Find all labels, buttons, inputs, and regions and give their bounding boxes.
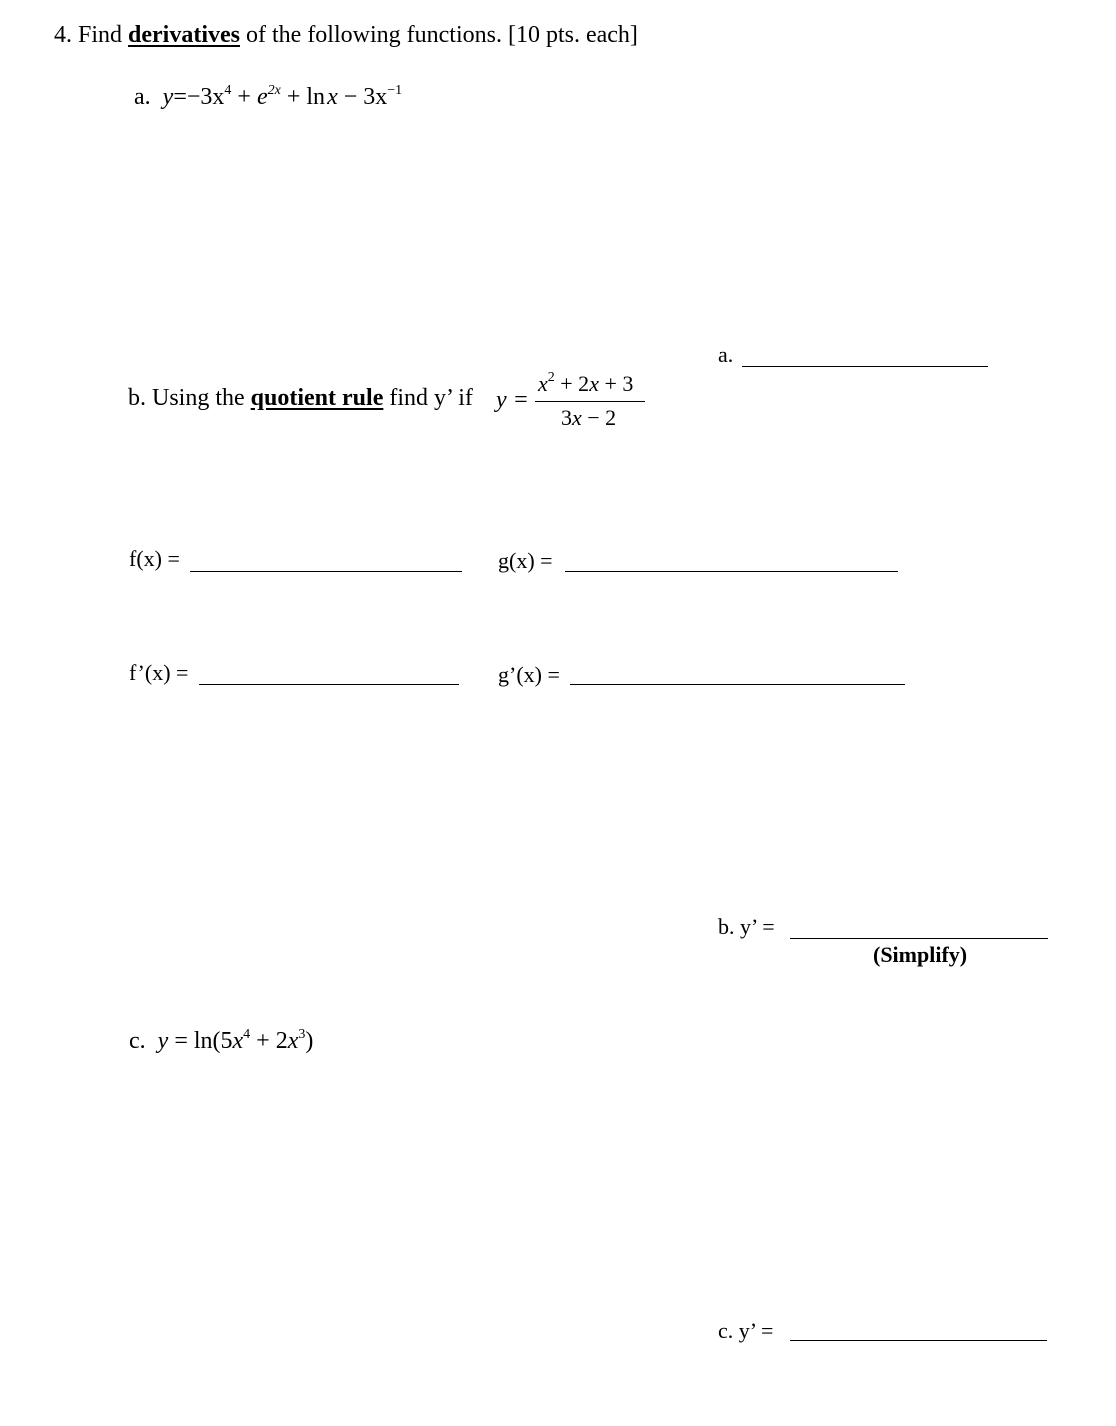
part-c-x1: x — [232, 1028, 244, 1054]
g-blank[interactable] — [565, 571, 898, 572]
part-c-y: y — [157, 1028, 169, 1054]
part-b-keyword: quotient rule — [250, 385, 384, 411]
question-keyword: derivatives — [128, 22, 240, 48]
part-c-exponent1: 4 — [243, 1027, 251, 1042]
f-prime-label: f’(x) = — [129, 660, 189, 685]
g-label: g(x) = — [498, 548, 553, 573]
part-a-minus: − — [337, 84, 364, 110]
part-c-exponent2: 3 — [298, 1027, 306, 1042]
question-heading — [54, 22, 638, 49]
answer-a-blank[interactable] — [742, 366, 988, 367]
part-a-eq: = — [173, 84, 187, 110]
part-b-den-x: x — [572, 405, 582, 430]
answer-b-label: b. y’ = — [718, 914, 775, 939]
part-b-den-a: 3 — [561, 405, 572, 430]
part-b-num-x: x — [538, 371, 548, 396]
part-b-den-b: − 2 — [581, 405, 617, 430]
part-a-y: y — [162, 84, 174, 110]
part-a-term2-exponent: 2x — [267, 83, 281, 98]
part-b-fraction-bar — [535, 401, 645, 402]
part-b-numerator — [538, 371, 633, 397]
part-a-term4: 3x — [363, 84, 388, 110]
part-a-term2: e — [256, 84, 268, 110]
question-prefix: Find — [78, 22, 123, 48]
part-c-eq: = ln(5 — [168, 1028, 233, 1054]
part-a-term4-exponent: −1 — [387, 83, 403, 98]
answer-c-blank[interactable] — [790, 1340, 1047, 1341]
part-a-x: x — [327, 84, 338, 110]
part-c-function — [129, 1028, 313, 1055]
answer-c-label: c. y’ = — [718, 1318, 774, 1343]
part-b-text: find y’ if — [389, 385, 473, 411]
f-blank[interactable] — [190, 571, 462, 572]
part-a-label: a. — [134, 84, 151, 110]
part-a-plus1: + — [231, 84, 257, 110]
part-c-label: c. — [129, 1028, 146, 1054]
answer-b-note: (Simplify) — [873, 942, 968, 967]
g-prime-blank[interactable] — [570, 684, 905, 685]
part-a-function — [134, 84, 402, 111]
part-b-prompt — [128, 385, 473, 412]
answer-a-label: a. — [718, 342, 734, 367]
part-a-term1: −3x — [186, 84, 225, 110]
g-prime-label: g’(x) = — [498, 662, 560, 687]
part-b-label: b. Using the — [128, 385, 245, 411]
question-number: 4. — [54, 22, 72, 48]
part-a-ln: ln — [306, 84, 326, 110]
part-b-num-end: + 3 — [598, 371, 634, 396]
part-b-denominator — [561, 405, 616, 431]
part-b-num-plus: + 2 — [554, 371, 590, 396]
f-label: f(x) = — [129, 546, 180, 571]
part-a-plus2: + — [280, 84, 307, 110]
part-c-close: ) — [305, 1028, 314, 1054]
question-suffix: of the following functions. [10 pts. each] — [246, 22, 638, 48]
part-c-plus: + 2 — [250, 1028, 288, 1054]
part-a-term1-exponent: 4 — [224, 83, 232, 98]
answer-b-blank[interactable] — [790, 938, 1048, 939]
part-b-num-exponent: 2 — [547, 370, 555, 385]
f-prime-blank[interactable] — [199, 684, 459, 685]
part-b-y-eq: y = — [496, 387, 529, 413]
part-c-x2: x — [287, 1028, 299, 1054]
part-b-num-x2: x — [589, 371, 599, 396]
